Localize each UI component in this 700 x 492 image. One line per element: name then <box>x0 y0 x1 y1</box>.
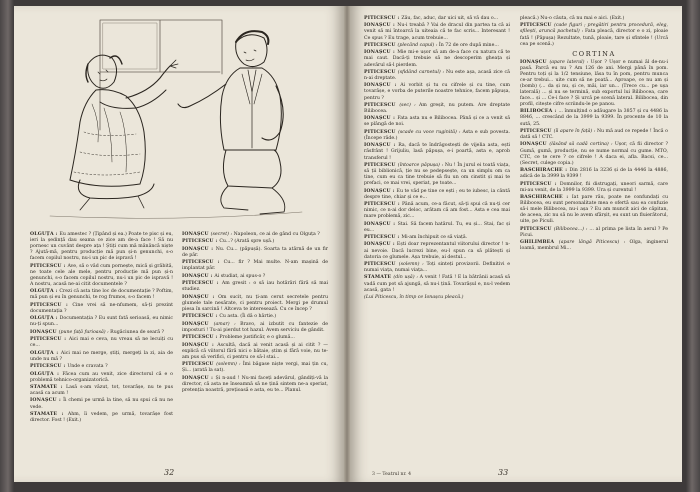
dialogue-text: Lasă s-am văzut, tot, tovarășe, nu te pus acasă ca acum ! <box>30 384 173 397</box>
stage-direction: (întoarce păpușa) : <box>397 162 445 168</box>
dialogue-line <box>520 129 668 141</box>
dialogue-line <box>182 281 328 293</box>
speaker-name: PITICESCU : <box>182 239 220 245</box>
speaker-name: STAMATE <box>364 275 394 281</box>
dialogue-line <box>364 130 510 142</box>
dialogue-text: Până acum, ce-a făcut, să-ți spui că nu-ți cer nimic, ce n-ai dor deloc, arătam că am fost... Asta e cea mai mare problemă, zic... <box>364 202 510 220</box>
dialogue-line <box>520 195 668 225</box>
dialogue-text: Ușor ? Ușor e numai ăl de-nu-i pasă. Parcă eu nu ? Am 126 de ani. Mergi până în pom. Pentru toți și la 1/2 tensiune, lăsa tu în pom, pentru munca ce-ar trebui... uite cum să ne poată... Aproape, ce nu am și (bomb) (... da și nu, și ce, măi, iar un... (Trece cu... pe ușa laterală) ... și nu se termină, sub exportul lui Bilibocea, care face... și ... Ce-i face ? Și urcă pe scenă lateral. Bilibocea, din profil, citește cifre scriindu-le pe panou. <box>520 59 668 107</box>
stage-direction: (lăsând să cadă cortina) : <box>549 142 615 148</box>
dialogue-line <box>364 16 510 22</box>
dialogue-line <box>364 70 510 82</box>
dialogue-text: Bravo, ai izbutit cu fantezie de imposturi ! Tu-ai pierdut tot hazul. Avem serviciu de gândit. <box>182 321 328 333</box>
dialogue-line <box>182 274 328 280</box>
speaker-name: IONAȘCU : <box>364 242 397 248</box>
speaker-name: IONAȘCU <box>182 232 211 237</box>
speaker-name: PITICESCU : <box>30 364 68 370</box>
speaker-name: PITICESCU : <box>30 302 73 308</box>
left-page-column-2 <box>182 232 328 395</box>
speaker-name: GHILIMBEA <box>520 240 559 246</box>
speaker-name: PITICESCU <box>364 162 398 168</box>
dialogue-text: Nu. Cu... (păpușă). Soarta ta atârnă de un fir de păr. <box>182 246 328 258</box>
speaker-name: IONAȘCU : <box>364 23 398 29</box>
dialogue-line <box>30 264 173 288</box>
speaker-name: IONAȘCU : <box>182 246 216 252</box>
dialogue-line <box>182 232 328 238</box>
dialogue-line <box>520 227 668 239</box>
dialogue-text: Făcea cum au venit, zice directorul că e o problemă tehnico-organizatorică. <box>30 371 173 383</box>
dialogue-line <box>30 303 173 315</box>
speaker-name: PITICESCU : <box>182 335 220 341</box>
right-page-number: 33 <box>498 468 509 477</box>
dialogue-text: Ești doar reprezentantul viitorului director ! n-ai nevoie. Dacă lucrezi bine, eu-l spun ca să plătești și datoria ce glumele. Așa trebuie, ai destul... <box>364 242 510 260</box>
speaker-name: IONAȘCU <box>30 329 59 335</box>
speaker-name: IONAȘCU : <box>364 188 397 194</box>
speaker-name: IONAȘCU : <box>364 116 398 122</box>
stage-direction: (plecând capul) : <box>397 42 439 48</box>
dialogue-text: Aici mai ne merge, știți, mergeți la zi, aia de unde nu mă ? <box>30 350 173 362</box>
dialogue-line <box>30 337 173 349</box>
speaker-name: PITICESCU <box>520 226 554 232</box>
dialogue-text: Unde e cravata ? <box>67 364 108 370</box>
speaker-name: PITICESCU : <box>520 181 560 187</box>
dialogue-line <box>364 275 510 293</box>
dialogue-line <box>364 222 510 234</box>
dialogue-text: Olga, inginerul loamă, membrul Mi... <box>520 240 668 252</box>
dialogue-text: Rugăciunea de seară ? <box>110 329 165 335</box>
speaker-name: PITICESCU : <box>182 260 224 266</box>
stage-direction: (amar) : <box>213 321 241 327</box>
speaker-name: STAMATE : <box>30 411 68 417</box>
dialogue-line <box>364 143 510 161</box>
right-page-column-1 <box>364 16 510 302</box>
dialogue-line <box>182 335 328 341</box>
speaker-name: IONAȘCU : <box>364 83 401 89</box>
speaker-name: PITICESCU <box>520 128 554 134</box>
dialogue-text: Îi chemi pe urmă la tine, să nu spui că nu ne vede. <box>30 398 173 410</box>
speaker-name: PITICESCU <box>364 129 399 135</box>
speaker-name: STAMATE : <box>30 384 66 390</box>
dialogue-text: Om sucit, nu ți-am cerut secretele pentru glumele tale nesărate, ci pentru proiect. Mergi pe drumul piesa în sarcină ! Altceva te interesează. Cu ce încep ? <box>182 294 328 312</box>
speaker-name: PITICESCU <box>182 362 217 368</box>
stage-direction: (apare lângă Piticescu) : <box>558 240 630 246</box>
dialogue-line <box>182 376 328 394</box>
dialogue-text: Ascultă, dacă ai venit acasă și ai citit ? — explică că viitorul fără nici o bătaie, știm și fără voie, nu te-am pus să verifici, ci pentru ce să-l stai... <box>182 342 328 360</box>
right-page-column-2 <box>520 16 668 254</box>
dialogue-text: ... al prima pe lista în aerul ? Pe Picui. <box>520 226 668 238</box>
speaker-name: PITICESCU : <box>364 16 402 21</box>
speaker-name: PITICESCU <box>364 42 398 48</box>
speaker-name: BASCHIRACHE : <box>520 195 572 200</box>
dialogue-text: Îmi băgase niște vergi, mai țin cu, Și... (arată la sat). <box>182 362 328 374</box>
speaker-name: IONAȘCU : <box>182 273 215 279</box>
dialogue-line <box>182 260 328 272</box>
speaker-name: IONAȘCU <box>520 142 550 148</box>
stage-direction: (din ușă) : <box>393 275 420 281</box>
dialogue-line <box>30 330 173 336</box>
dialogue-text: Nu mă aud ce repede ! Încă o dată să ! CTC. <box>520 128 668 141</box>
speaker-name: OLGUȚA : <box>30 371 63 377</box>
speaker-name: PITICESCU <box>364 261 399 267</box>
dialogue-line <box>30 289 173 301</box>
dialogue-line <box>520 23 668 47</box>
dialogue-line <box>520 182 668 194</box>
dialogue-line <box>364 295 510 301</box>
dialogue-text: Ahm, îi vedem, pe urmă, tovarășe fost director. Fost ! (Exit.) <box>30 411 173 423</box>
dialogue-line <box>520 142 668 166</box>
dialogue-text: Probleme justificăr, e o glumă... <box>219 335 295 341</box>
stage-direction: (îi apare în față) : <box>553 128 597 134</box>
dialogue-line <box>364 83 510 101</box>
dialogue-line <box>520 109 668 127</box>
dialogue-text: Zău, fac, aduc, dar uici uit, să vă dau o... <box>401 16 499 21</box>
dialogue-text: Mie mi-e ușor să am de-a face cu natura că te mai caut. Dacă-ți trebuie să ne descoperim gheața și adevărul să-l pierdem. <box>364 50 510 68</box>
dialogue-text: Am gresit : o să iau hotărâri fără să mai studiez. <box>182 281 328 293</box>
speaker-name: IONAȘCU : <box>182 342 218 348</box>
dialogue-line <box>30 398 173 410</box>
dialogue-text: Domnilor, fii distrugați, uneori sarmă, care mi-au venit, de la 3999 la 9399. Ura și curentul ! <box>520 181 668 193</box>
dialogue-text: Cu... fir ? Mai multe. N-am mașină de implantat păr. <box>182 260 328 272</box>
dialogue-text: Toți sinteți provizorii. Definitivi e numai viața, numai viața... <box>364 261 510 274</box>
speaker-name: PITICESCU : <box>30 337 69 343</box>
dialogue-text: Fata asta nu e Bilibocea. Până și ce a venit să se plângă de noi. <box>364 116 510 128</box>
speaker-name: PITICESCU : <box>182 314 220 320</box>
dialogue-line <box>364 242 510 260</box>
dialogue-line <box>364 116 510 128</box>
dialogue-line <box>182 239 328 245</box>
dialogue-text: Și n-aud ! Nu-mi faceți adevărul, gândiți-vă la director, că asta ne înseamnă să ne țină sintem ne-a speriat, pretenția noastră, prețioasă e asta, eu te... Planul. <box>182 375 328 393</box>
dialogue-text: Nu ! În jurul ei toată viața, să ții biblionică, ție nu se pedepsește, ca un simplu om ca tine, cum eu ca tine trebuie să fiu un om cinstit și mai te prefaci, ce mai vrei, speriat, pe toate... <box>364 162 511 187</box>
dialogue-line <box>364 50 510 68</box>
stage-direction: (sfidând carnetul) : <box>397 69 446 75</box>
left-page <box>14 6 344 482</box>
dialogue-line <box>364 262 510 274</box>
dialogue-line <box>30 316 173 328</box>
dialogue-text: Eu amestec ? (Țipând și ea.) Poate te pisc și eu, ieri la ședință dau seama ce zice am de-a face ! Să nu pornesc un cuvânt despre ața ! Știți cum mă mănâncă niște ? Ajută-mă, pentru producție mă pun și-n genunchi, s-o facem copilul nostru, nu-i un pic de ispravă ! <box>30 232 173 262</box>
stage-direction: (secret) : <box>210 232 234 237</box>
stage-direction: (Lui Piticescu, în timp ce Ionașcu pleacă.) <box>364 295 464 300</box>
dialogue-line <box>30 351 173 363</box>
dialogue-text: Ai vorbit și tu cu cifrele și cu tine, cum tovarășe, e vorba de puterile noastre tehnice, facem păpușa, pentru ? <box>364 83 510 101</box>
dialogue-line <box>364 103 510 115</box>
dialogue-text: Cine vrei să ne-nfumem, să-ți prezint documentația ? <box>30 302 173 314</box>
dialogue-text: Mi-am închipuit ce să viață. <box>401 235 468 241</box>
speaker-name: IONAȘCU : <box>30 398 64 404</box>
stage-direction: (sec) : <box>399 102 419 108</box>
stage-direction: (solemn) : <box>398 261 427 267</box>
dialogue-text: Aici mai e ceva, nu vreau să ne lecuiți cu ce... <box>30 337 173 349</box>
speaker-name: OLGUȚA : <box>30 232 60 237</box>
dialogue-line <box>182 295 328 313</box>
dialogue-text: Din 2816 la 3236 și de la 4446 la 4886, adică de la 3999 la 9399 ! <box>520 168 668 180</box>
dialogue-text: Ai studiat, ai spus-o ? <box>214 273 266 279</box>
speaker-name: PITICESCU : <box>182 281 222 287</box>
speaker-name: IONAȘCU <box>520 59 550 65</box>
dialogue-text: ... înmulțind o adăugare la 3857 și cu 4486 la 8846, ... crescând de la 3999 la 9399. În procente de 10 la sută, 25. <box>520 109 668 127</box>
stage-direction: (solemn) : <box>216 362 243 368</box>
dialogue-text: Iat pare rău, poate ne confundați cu Bilibocea, eu sunt personalitate mea e ofertă sau ea confuzie să-i mele Bilibocea, nu-i așa ? Eu am muncit aici de căpitan, de aceea, zic nu să nu le avem sfârșit, eu sunt un fluierătorul, uite, pe Piculi. <box>520 195 668 225</box>
speaker-name: IONAȘCU : <box>364 50 398 56</box>
dialogue-text: Stai. Să facem hatârul. Tu, eu și... Stai, fac și eu... <box>364 221 510 233</box>
dialogue-line <box>520 168 668 180</box>
section-heading: CORTINA <box>572 49 616 58</box>
dialogue-text: Cu asta. (Îi dă o hârtie.) <box>219 314 277 320</box>
dialogue-line <box>364 189 510 201</box>
speaker-name: IONAȘCU : <box>364 221 398 227</box>
speaker-name: OLGUȚA : <box>30 350 61 356</box>
dialogue-line <box>30 364 173 370</box>
dialogue-text: A venit ! Fată ! E la bătrânii acasă să vadă cum pot să ajungă, să nu-i țină. Tovarășul e, nu-l vedem acasă, gata ! <box>364 275 510 293</box>
stage-direction: (Bilibocea...) : <box>553 226 590 232</box>
speaker-name: IONAȘCU : <box>364 143 399 149</box>
dialogue-text: Am greșit, nu putem. Are dreptate Bilibocea. <box>364 102 510 114</box>
dialogue-text: Ave, să o văd cum pornește, mică și grăbită, ne toate cele ale mele, pentru producție mă pun și-n genunchi, s-o facem copilul nostru, nu-i un pic de ispravă ! A nostru, acasă ne-ai citit documentele ? <box>30 263 173 287</box>
dialogue-text: Documentația ? Eu sunt fată serioasă, eu nimic nu-ți spun... <box>30 316 173 328</box>
dialogue-text: Cu...? (Arată spre ușă.) <box>219 239 275 245</box>
stage-direction: (cade figuri ; pregătiri pentru procedură, eleg, sfilești, aruncă pachetul) : <box>520 23 668 35</box>
speaker-name: PITICESCU <box>364 102 400 108</box>
dialogue-line <box>30 372 173 384</box>
dialogue-line <box>182 247 328 259</box>
dialogue-line <box>520 16 668 22</box>
left-page-column-1 <box>30 232 173 425</box>
speaker-name: PITICESCU : <box>30 263 68 269</box>
dialogue-text: Nu-i treabă ? Vai de dracul din partea ta că ai venit să mi întoarcă la uiteaia că te fac scris... Interesant ! Ce spus ? Eu trage, acum trebuie... <box>364 23 510 41</box>
speaker-name: BASCHIRACHE : <box>520 168 570 174</box>
dialogue-text: Crezi că asta tine loc de documentație ? Poftim, mă pun și eu în genunchi, te rog frumos, s-o facem ! <box>30 289 174 301</box>
dialogue-line <box>364 235 510 241</box>
dialogue-line <box>364 202 510 220</box>
dialogue-text: În 72 de ore după mine... <box>438 42 499 48</box>
speaker-name: IONAȘCU : <box>182 375 216 381</box>
dialogue-line <box>520 240 668 252</box>
speaker-name: OLGUȚA : <box>30 289 60 295</box>
stage-direction: (scade cu voce ruginită) : <box>398 129 463 135</box>
speaker-name: BILIBOCEA : <box>520 109 559 115</box>
dialogue-line <box>182 322 328 334</box>
dialogue-line <box>182 314 328 320</box>
speaker-name: PITICESCU : <box>364 235 402 241</box>
stage-direction: (pune față furioasă) : <box>58 329 111 335</box>
left-page-number: 32 <box>164 468 175 477</box>
dialogue-text: Ra, dacă te îndrăgostești de vijelia asta, ești răsfrânt ! Grijuliu, lasă păpușa, e-i poartă, asta e, aprob transferul ! <box>364 143 510 161</box>
dialogue-line <box>520 60 668 108</box>
dialogue-text: Eu te văd pe tine ce ești ; eu te iubesc, ia cântă despre tine, chiar și ce e... <box>364 188 510 200</box>
speaker-name: OLGUȚA : <box>30 316 60 322</box>
dialogue-text: Fata pleacă, director e o zi, ploaie fată ! (Păpușa) Rezultate, tună, ploaie, tare și sfintele ! (Urcă cea pe scenă.) <box>520 29 669 47</box>
dialogue-text: Ușor, că fii director ? Gumă, gumă, producție, nu se nume normal cu gume. MTO, CTC, ce te cere ? ce cifrele ! A daca ei, afla. Bacsi, ce... (Secret, culege copia.) <box>520 142 668 166</box>
dialogue-line <box>364 163 510 187</box>
dialogue-text: Napoleon, ce ai de gând cu Olguța ? <box>233 232 320 237</box>
speaker-name: PITICESCU <box>520 23 555 29</box>
speaker-name: PITICESCU : <box>364 202 402 207</box>
right-page <box>350 6 682 482</box>
dialogue-line <box>30 385 173 397</box>
dialogue-line <box>30 232 173 262</box>
dialogue-line <box>182 362 328 374</box>
dialogue-text: Nu este așa, acasă zice că n-ai dreptate. <box>364 69 510 81</box>
dialogue-line <box>30 412 173 424</box>
stage-direction: (apare lateral) : <box>549 59 591 65</box>
dialogue-text: Asta e sub povesta. (Începe râde.) <box>364 129 510 141</box>
speaker-name: IONAȘCU <box>182 321 214 327</box>
speaker-name: PITICESCU <box>364 69 398 75</box>
illustration-kneeling-couple <box>40 12 310 227</box>
dialogue-line <box>364 23 510 41</box>
dialogue-line <box>182 343 328 361</box>
dialogue-line <box>364 43 510 49</box>
dialogue-text: pleacă.) Nu-o căuta, că nu mai e aici. (Exit.) <box>520 16 625 21</box>
speaker-name: IONAȘCU : <box>182 294 219 300</box>
right-page-footer: 3 — Teatrul nr. 4 <box>372 472 412 477</box>
